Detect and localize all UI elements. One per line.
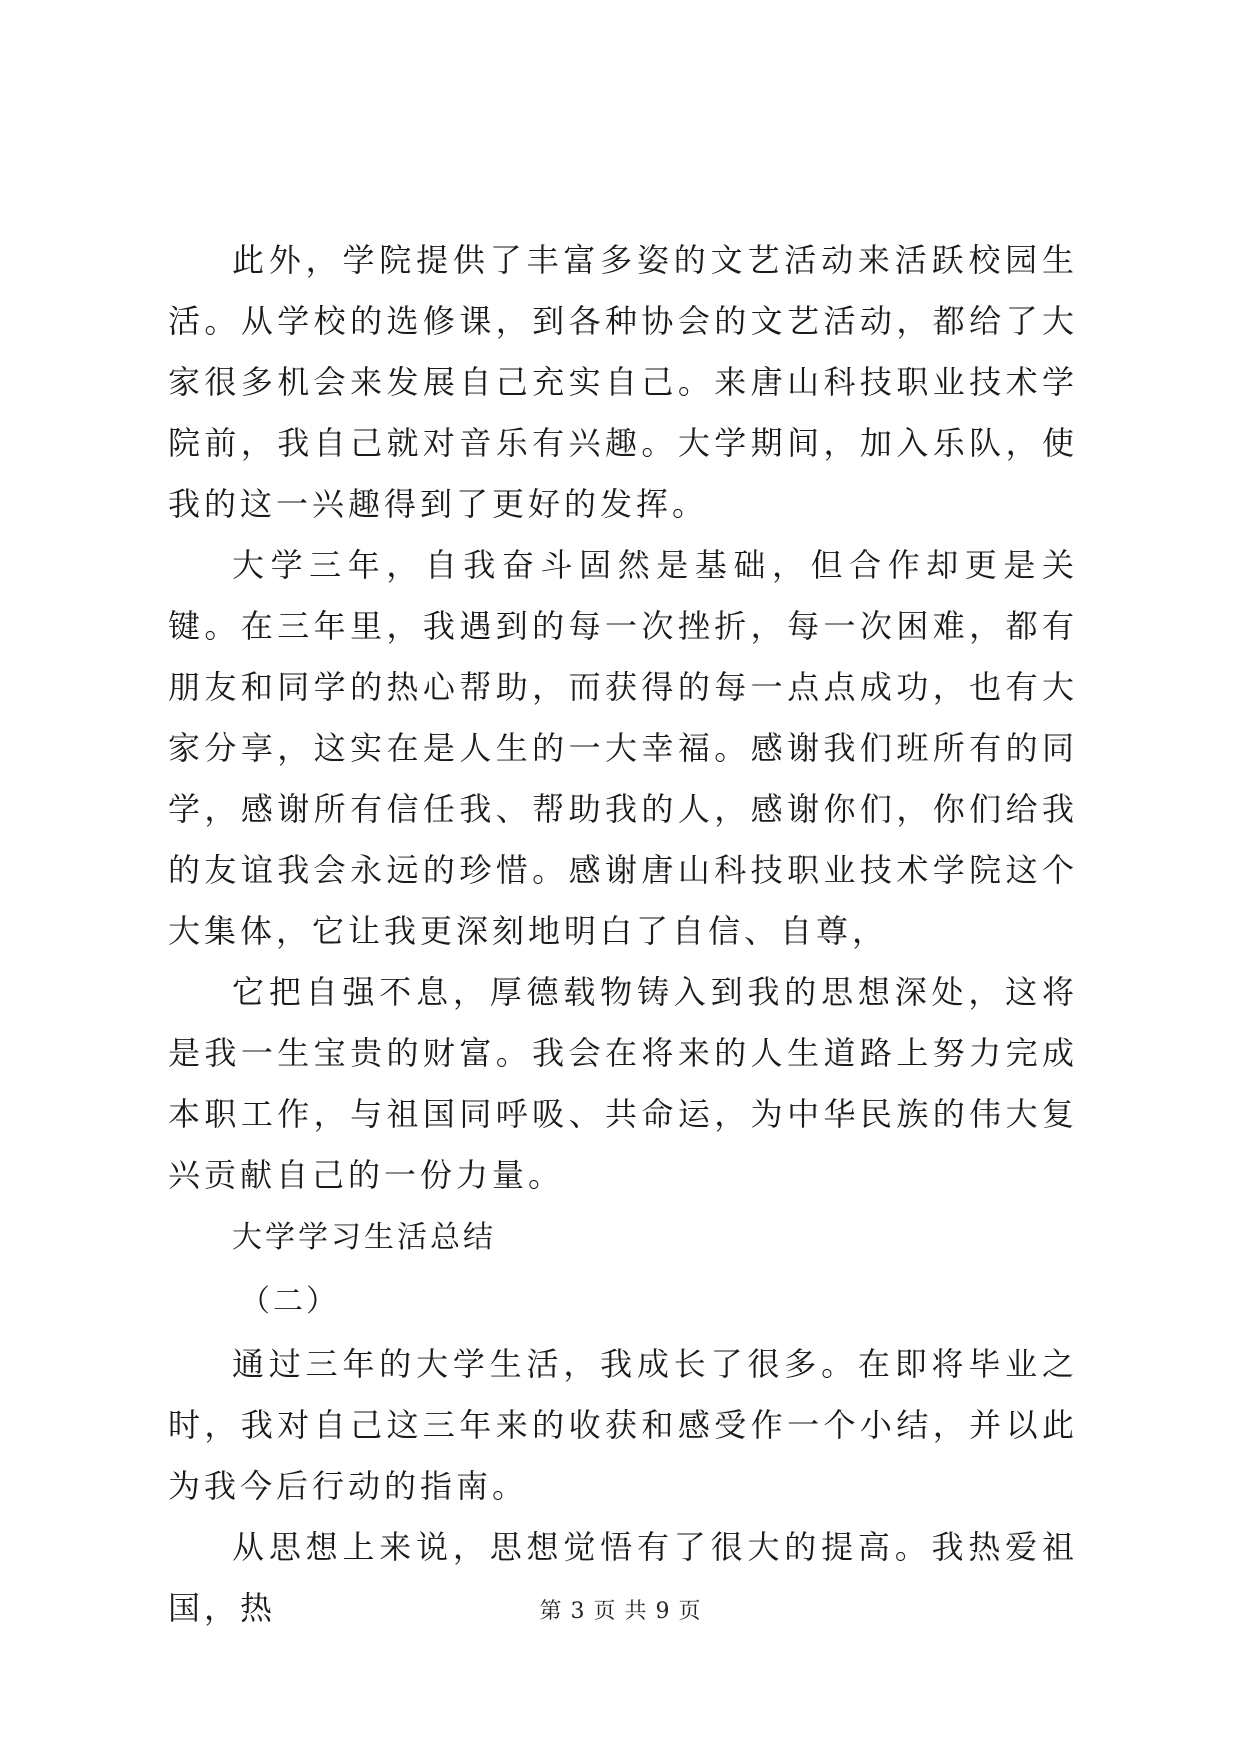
paragraph-cooperation: 大学三年，自我奋斗固然是基础，但合作却更是关键。在三年里，我遇到的每一次挫折，每一次困难，都有朋友和同学的热心帮助，而获得的每一点点成功，也有大家分享，这实在是人生的一大幸福。感谢我们班所有的同学，感谢所有信任我、帮助我的人，感谢你们，你们给我的友谊我会永远的珍惜。感谢唐山科技职业技术学院这个大集体，它让我更深刻地明白了自信、自尊，: [168, 546, 1078, 950]
paragraph-thought: 从思想上来说，思想觉悟有了很大的提高。我热爱祖国，热: [168, 1528, 1078, 1627]
section-title: 大学学习生活总结: [232, 1220, 496, 1255]
section-number: （二）: [240, 1284, 339, 1319]
paragraph-activities: 此外，学院提供了丰富多姿的文艺活动来活跃校园生活。从学校的选修课，到各种协会的文艺活动，都给了大家很多机会来发展自己充实自己。来唐山科技职业技术学院前，我自己就对音乐有兴趣。大学期间，加入乐队，使我的这一兴趣得到了更好的发挥。: [168, 241, 1078, 523]
document-body: [168, 230, 1078, 1639]
paragraph-self-improvement: 它把自强不息，厚德载物铸入到我的思想深处，这将是我一生宝贵的财富。我会在将来的人生道路上努力完成本职工作，与祖国同呼吸、共命运，为中华民族的伟大复兴贡献自己的一份力量。: [168, 973, 1078, 1194]
page-number-footer: 第 3 页 共 9 页: [539, 1599, 702, 1624]
paragraph-summary-intro: 通过三年的大学生活，我成长了很多。在即将毕业之时，我对自己这三年来的收获和感受作一个小结，并以此为我今后行动的指南。: [168, 1345, 1078, 1505]
